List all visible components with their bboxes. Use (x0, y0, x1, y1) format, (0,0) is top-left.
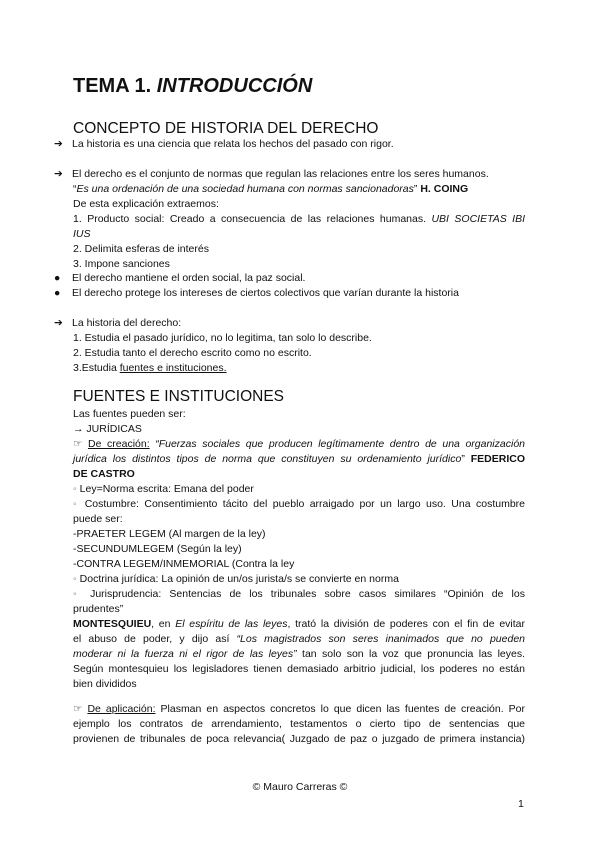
costumbre-end: puede ser: (73, 513, 123, 525)
list-item-escrito: 2. Estudia tanto el derecho escrito como no escrito. (73, 347, 312, 359)
bullet-icon: ● (54, 287, 61, 299)
hand-pointer-icon: ☞ (73, 438, 83, 450)
explanation-intro: De esta explicación extraemos: (73, 198, 219, 210)
page-title (73, 75, 312, 98)
arrow-icon: ➔ (54, 138, 63, 150)
arrow-icon: ➔ (54, 168, 63, 180)
creacion-paragraph-2: jurídica los distintos tipos de norma que constituyen su ordenamiento jurídico” FEDERICO (73, 453, 525, 465)
montesquieu-line-2: el abuso de poder, y dijo así “Los magistrados son seres inanimados que no pueden (73, 633, 525, 645)
list-item-producto-social: 1. Producto social: Creado a consecuencia de las relaciones humanas. UBI SOCIETAS IBI (73, 213, 525, 225)
section-heading-fuentes: FUENTES E INSTITUCIONES (73, 388, 284, 405)
list-item-sanciones: 3. Impone sanciones (73, 258, 170, 270)
arrow-item-historia: ➔ La historia es una ciencia que relata los hechos del pasado con rigor. (54, 138, 394, 150)
item-jurisprudencia: ◦ Jurisprudencia: Sentencias de los tribunales sobre casos similares “Opinión de los (73, 588, 525, 600)
montesquieu-line-4: Según montesquieu los legisladores tienen demasiado arbitrio judicial, los poderes no están (73, 663, 525, 675)
item-ley: ◦ Ley=Norma escrita: Emana del poder (73, 483, 254, 495)
coing-quote: “Es una ordenación de una sociedad humana con normas sancionadoras” H. COING (73, 183, 469, 195)
fuentes-intro: Las fuentes pueden ser: (73, 408, 186, 420)
bullet-item-orden: ● El derecho mantiene el orden social, la paz social. (54, 272, 306, 284)
aplicacion-line-1: ☞ De aplicación: Plasman en aspectos concretos lo que dicen las fuentes de creación. Por (73, 703, 526, 715)
title-main: INTRODUCCIÓN (156, 75, 313, 97)
bullet-item-intereses: ● El derecho protege los intereses de ciertos colectivos que varían durante la historia (54, 287, 459, 299)
hand-pointer-icon: ☞ (73, 703, 83, 715)
praeter-legem: -PRAETER LEGEM (Al margen de la ley) (73, 528, 266, 540)
arrow-item-derecho: ➔ El derecho es el conjunto de normas que regulan las relaciones entre los seres humanos. (54, 168, 489, 180)
bullet-icon: ◦ (73, 573, 77, 585)
aplicacion-line-2: ejemplo los contratos de arrendamiento, testamentos o cierto tipo de sentencias que (73, 718, 525, 730)
bullet-icon: ◦ (73, 498, 80, 510)
list-item-pasado: 1. Estudia el pasado jurídico, no lo legitima, tan solo lo describe. (73, 332, 372, 344)
montesquieu-line-5: bien divididos (73, 678, 137, 690)
footer-credit: © Mauro Carreras © (252, 781, 348, 793)
bullet-icon: ◦ (73, 588, 82, 600)
page-number: 1 (518, 798, 524, 810)
latin-phrase-end: IUS (73, 228, 91, 240)
list-item-delimita: 2. Delimita esferas de interés (73, 243, 209, 255)
montesquieu-line-1: MONTESQUIEU, en El espíritu de las leyes, trató la división de poderes con el fin de evitar (73, 618, 525, 630)
jurisprudencia-end: prudentes” (73, 603, 124, 615)
item-costumbre: ◦ Costumbre: Consentimiento tácito del pueblo arraigado por un largo uso. Una costumbre (73, 498, 525, 510)
aplicacion-line-3: provienen de tribunales de poca relevancia( Juzgado de paz o juzgado de primera instancia) (73, 733, 525, 745)
bullet-icon: ● (54, 272, 61, 284)
creacion-author-end: DE CASTRO (73, 468, 135, 480)
creacion-paragraph: ☞ De creación: “Fuerzas sociales que producen legítimamente dentro de una organización (73, 438, 525, 450)
title-prefix: TEMA 1. (73, 75, 157, 97)
bullet-icon: ◦ (73, 483, 77, 495)
item-doctrina: ◦ Doctrina jurídica: La opinión de un/os jurista/s se convierte en norma (73, 573, 399, 585)
section-heading-concepto: CONCEPTO DE HISTORIA DEL DERECHO (73, 120, 379, 137)
fuentes-link: fuentes e instituciones. (119, 362, 227, 374)
juridicas-label: → JURÍDICAS (73, 423, 142, 435)
montesquieu-line-3: moderar ni la fuerza ni el rigor de las leyes” tan solo son la voz que pronuncia las leyes. (73, 648, 526, 660)
arrow-item-historia-derecho: ➔ La historia del derecho: (54, 317, 182, 329)
contra-legem: -CONTRA LEGEM/INMEMORIAL (Contra la ley (73, 558, 295, 570)
secundum-legem: -SECUNDUMLEGEM (Según la ley) (73, 543, 242, 555)
arrow-icon: ➔ (54, 317, 63, 329)
list-item-fuentes: 3.Estudia fuentes e instituciones. (73, 362, 227, 374)
